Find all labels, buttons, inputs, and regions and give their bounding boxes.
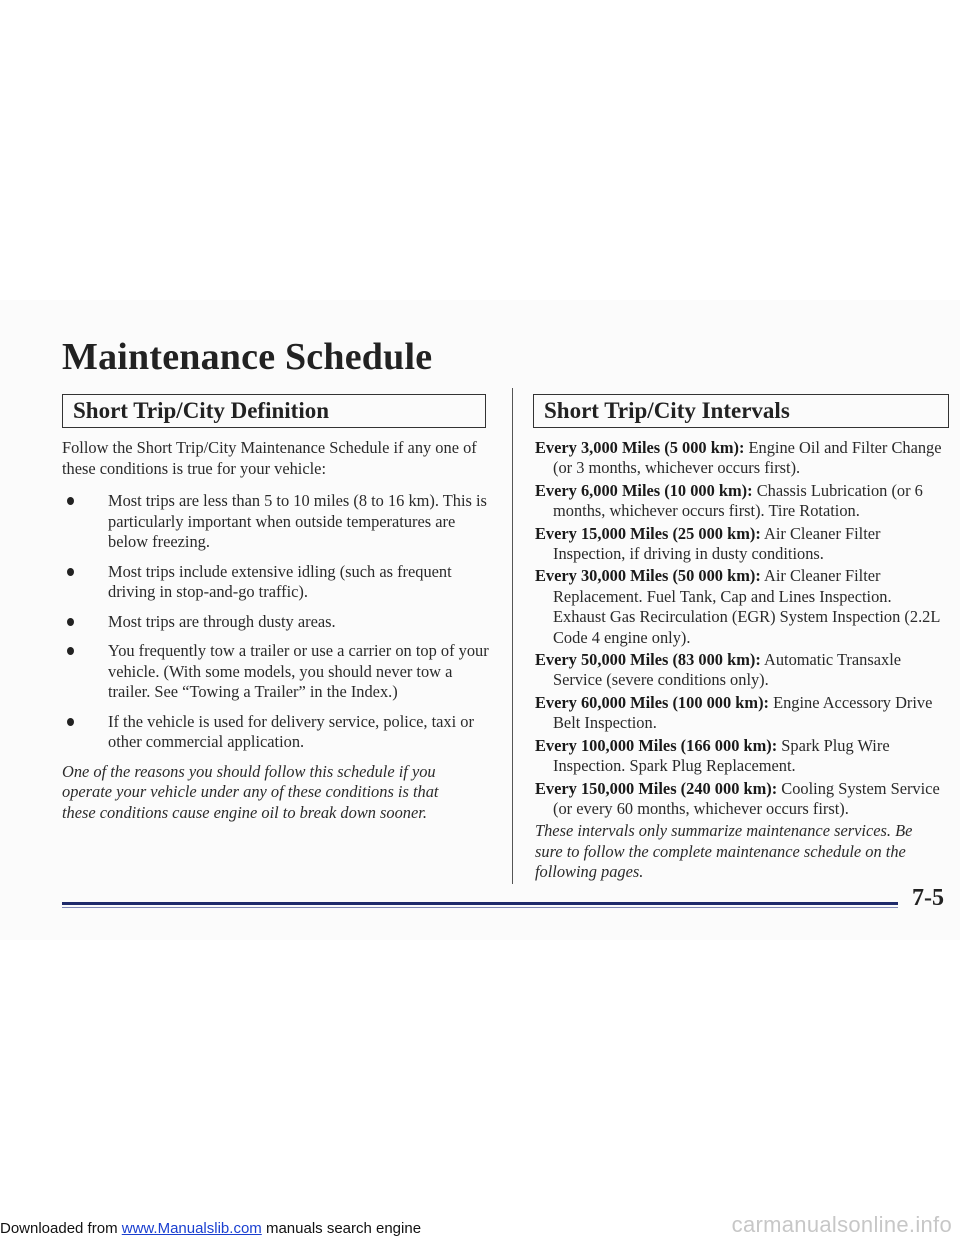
bullet-icon [67,497,74,505]
interval-item [535,438,947,479]
interval-label: Every 30,000 Miles (50 000 km): [535,566,761,586]
list-item-text: If the vehicle is used for delivery service, police, taxi or other commercial application. [108,711,474,751]
left-section-heading-box [62,394,486,428]
list-item-text: Most trips are through dusty areas. [108,611,336,631]
download-banner [0,1220,421,1237]
left-column [62,438,492,823]
interval-item [535,736,947,777]
interval-item [535,693,947,734]
interval-text: Air Cleaner Filter Replacement. Fuel Tank, Cap and Lines Inspection. Exhaust Gas Recirculation (EGR) System Inspection (2.2L Code 4 engine only). [553,566,940,647]
list-item [62,612,492,633]
interval-text: Engine Accessory Drive Belt Inspection. [553,692,933,733]
interval-item [535,566,947,648]
interval-text: Chassis Lubrication (or 6 months, whichever occurs first). Tire Rotation. [553,480,923,521]
interval-label: Every 15,000 Miles (25 000 km): [535,523,761,543]
interval-text: Automatic Transaxle Service (severe conditions only). [553,650,902,690]
footer-rule-thin [62,907,898,908]
interval-item [535,779,947,820]
footer-rule [62,902,898,905]
left-intro: Follow the Short Trip/City Maintenance Schedule if any one of these conditions is true for your vehicle: [62,438,477,478]
list-item [62,491,492,553]
interval-text: Spark Plug Wire Inspection. Spark Plug Replacement. [553,735,890,776]
page-title: Maintenance Schedule [62,336,433,378]
interval-text: Engine Oil and Filter Change (or 3 months, whichever occurs first). [553,438,942,478]
banner-prefix: Downloaded from [0,1220,122,1237]
interval-item [535,481,947,522]
left-note: One of the reasons you should follow this schedule if you operate your vehicle under any of these conditions is that these conditions cause engine oil to break down sooner. [62,761,439,822]
bullet-icon [67,718,74,726]
interval-label: Every 150,000 Miles (240 000 km): [535,778,778,798]
bullet-icon [67,647,74,655]
right-note: These intervals only summarize maintenance services. Be sure to follow the complete maintenance schedule on the following pages. [535,821,913,882]
right-section-heading-box [533,394,949,428]
interval-label: Every 3,000 Miles (5 000 km): [535,438,745,457]
list-item-text: You frequently tow a trailer or use a carrier on top of your vehicle. (With some models, you should never tow a trailer. See “Towing a Trailer” in the Index.) [108,641,489,701]
page-number: 7-5 [912,885,944,911]
list-item-text: Most trips are less than 5 to 10 miles (8 to 16 km). This is particularly important when outside temperatures are below freezing. [108,491,487,551]
interval-label: Every 50,000 Miles (83 000 km): [535,650,761,670]
banner-suffix: manuals search engine [261,1220,422,1237]
bullet-icon [67,568,74,576]
watermark: carmanualsonline.info [731,1212,952,1237]
list-item-text: Most trips include extensive idling (such as frequent driving in stop-and-go traffic). [108,561,452,601]
interval-label: Every 60,000 Miles (100 000 km): [535,692,769,712]
manualslib-link[interactable]: www.Manualslib.com [121,1220,262,1237]
list-item [62,641,492,703]
condition-list [62,491,492,753]
list-item [62,562,492,603]
interval-text: Air Cleaner Filter Inspection, if driving in dusty conditions. [553,523,881,564]
interval-label: Every 6,000 Miles (10 000 km): [535,480,753,500]
interval-item [535,650,947,691]
right-section-heading: Short Trip/City Intervals [544,398,790,423]
column-divider [512,388,513,884]
list-item [62,712,492,753]
right-column [535,438,947,883]
interval-text: Cooling System Service (or every 60 months, whichever occurs first). [553,778,940,818]
left-section-heading: Short Trip/City Definition [73,398,329,423]
bullet-icon [67,618,74,626]
interval-label: Every 100,000 Miles (166 000 km): [535,735,778,755]
interval-item [535,524,947,565]
